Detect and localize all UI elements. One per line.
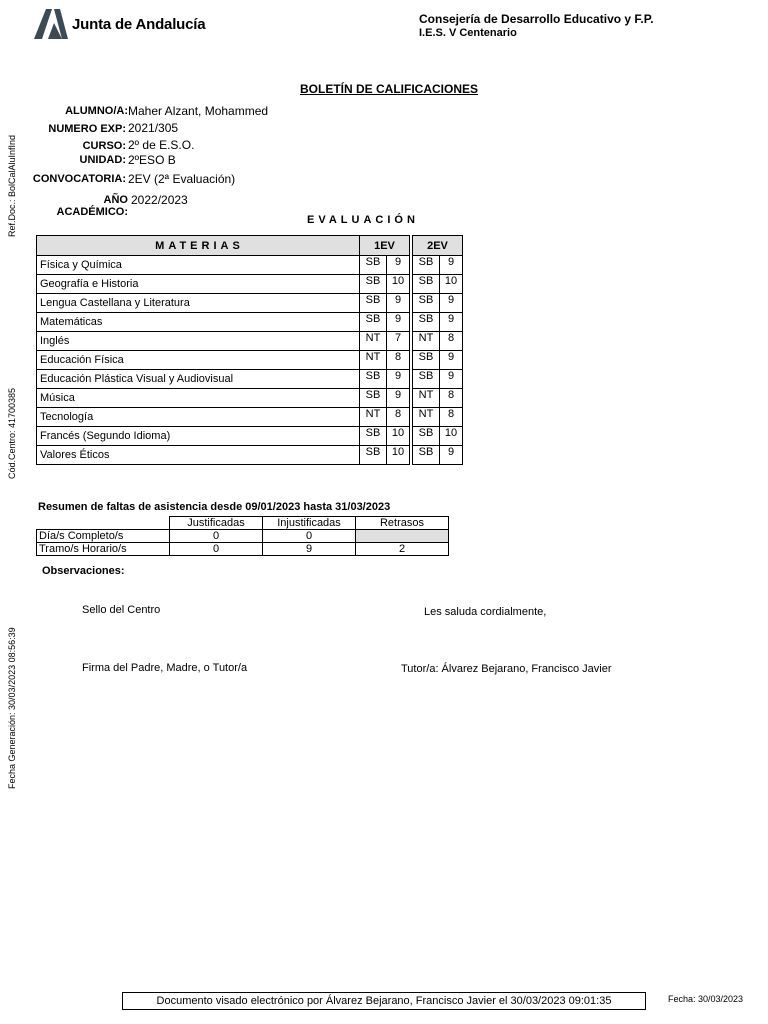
saludo: Les saluda cordialmente,: [424, 606, 547, 618]
ev2-grade: 8: [447, 389, 455, 401]
faltas-row-label: Día/s Completo/s: [37, 530, 170, 543]
ev2-grade: 10: [444, 427, 458, 439]
grade-row: [37, 294, 463, 313]
curso-label: CURSO:: [82, 140, 126, 152]
footer-fecha: Fecha: 30/03/2023: [668, 994, 744, 1004]
org-line-2: I.E.S. V Centenario: [419, 27, 517, 39]
ev1-grade: 9: [394, 256, 402, 268]
ev1-grade: 9: [394, 313, 402, 325]
side-fecha-generacion: Fecha Generación: 30/03/2023 08:56:39: [7, 627, 17, 789]
tutor-name: Tutor/a: Álvarez Bejarano, Francisco Javier: [401, 663, 612, 675]
materia-name: Tecnología: [37, 408, 360, 427]
col-retrasos: Retrasos: [356, 517, 449, 530]
curso-value: 2º de E.S.O.: [128, 138, 195, 152]
sello-centro: Sello del Centro: [82, 604, 161, 616]
materias-header: MATERIAS: [37, 236, 360, 256]
ev2-qualification: NT: [413, 408, 440, 426]
grade-row: [37, 313, 463, 332]
ev2-grade: 10: [444, 275, 458, 287]
ev1-qualification: SB: [360, 294, 387, 312]
ev2-grade: 9: [447, 446, 455, 458]
ev2-grade: 9: [447, 370, 455, 382]
ev2-header: 2EV: [413, 236, 463, 256]
ev1-cell: [360, 313, 410, 332]
convocatoria-value: 2EV (2ª Evaluación): [128, 172, 236, 186]
grade-row: [37, 446, 463, 465]
ev2-grade: 9: [447, 351, 455, 363]
ev1-qualification: NT: [360, 408, 387, 426]
grades-header-row: [37, 236, 463, 256]
grades-table: [36, 235, 463, 465]
faltas-injust: 9: [263, 543, 356, 556]
junta-logo-icon: [34, 9, 68, 39]
ev1-cell: [360, 332, 410, 351]
ev2-qualification: SB: [413, 427, 440, 445]
ev2-grade: 9: [447, 294, 455, 306]
col-justificadas: Justificadas: [170, 517, 263, 530]
ev1-grade: 9: [394, 370, 402, 382]
ev1-cell: [360, 275, 410, 294]
materia-name: Lengua Castellana y Literatura: [37, 294, 360, 313]
anio-label: AÑO ACADÉMICO:: [56, 194, 128, 218]
ev1-cell: [360, 351, 410, 370]
ev2-cell: [413, 446, 463, 465]
grade-row: [37, 408, 463, 427]
ev2-cell: [413, 256, 463, 275]
ev1-qualification: SB: [360, 427, 387, 445]
ev2-grade: 9: [447, 256, 455, 268]
alumno-value: Maher Alzant, Mohammed: [128, 104, 269, 118]
materia-name: Educación Física: [37, 351, 360, 370]
faltas-retrasos: [356, 530, 449, 543]
alumno-label: ALUMNO/A:: [65, 105, 128, 117]
materia-name: Física y Química: [37, 256, 360, 275]
materia-name: Francés (Segundo Idioma): [37, 427, 360, 446]
ev2-qualification: SB: [413, 256, 440, 274]
col-injustificadas: Injustificadas: [263, 517, 356, 530]
ev2-cell: [413, 370, 463, 389]
faltas-table: [36, 516, 449, 556]
ev1-qualification: SB: [360, 275, 387, 293]
org-line-1: Consejería de Desarrollo Educativo y F.P.: [419, 12, 654, 26]
grade-row: [37, 370, 463, 389]
ev2-qualification: SB: [413, 446, 440, 464]
faltas-header-row: [37, 517, 449, 530]
faltas-corner: [37, 517, 170, 530]
logo-text: Junta de Andalucía: [72, 15, 206, 33]
ev2-qualification: SB: [413, 370, 440, 388]
ev2-grade: 8: [447, 332, 455, 344]
faltas-retrasos: 2: [356, 543, 449, 556]
ev1-qualification: NT: [360, 332, 387, 350]
materia-name: Valores Éticos: [37, 446, 360, 465]
faltas-just: 0: [170, 530, 263, 543]
ev1-cell: [360, 408, 410, 427]
ev1-qualification: SB: [360, 389, 387, 407]
unidad-value: 2ºESO B: [128, 153, 176, 167]
ev1-grade: 7: [394, 332, 402, 344]
ev2-cell: [413, 332, 463, 351]
grade-row: [37, 389, 463, 408]
ev1-grade: 8: [394, 408, 402, 420]
anio-value: 2022/2023: [131, 193, 188, 207]
faltas-row: [37, 530, 449, 543]
ev2-cell: [413, 294, 463, 313]
ev2-cell: [413, 408, 463, 427]
firma-padres: Firma del Padre, Madre, o Tutor/a: [82, 662, 248, 674]
ev1-cell: [360, 294, 410, 313]
ev1-cell: [360, 446, 410, 465]
ev2-cell: [413, 275, 463, 294]
ev2-qualification: SB: [413, 313, 440, 331]
grade-row: [37, 256, 463, 275]
ev1-cell: [360, 389, 410, 408]
materia-name: Música: [37, 389, 360, 408]
org-header: [419, 12, 654, 39]
ev1-grade: 10: [391, 275, 405, 287]
grade-row: [37, 275, 463, 294]
ev2-grade: 8: [447, 408, 455, 420]
ev2-qualification: SB: [413, 294, 440, 312]
ev2-qualification: NT: [413, 389, 440, 407]
junta-logo: [34, 8, 205, 40]
ev1-qualification: NT: [360, 351, 387, 369]
ev2-cell: [413, 351, 463, 370]
ev2-cell: [413, 427, 463, 446]
side-ref-doc: Ref.Doc.: BolCalAluInfInd: [7, 134, 17, 237]
ev1-grade: 10: [391, 446, 405, 458]
ev1-qualification: SB: [360, 256, 387, 274]
grade-row: [37, 427, 463, 446]
ev1-qualification: SB: [360, 446, 387, 464]
ev2-qualification: NT: [413, 332, 440, 350]
ev1-qualification: SB: [360, 313, 387, 331]
ev2-grade: 9: [447, 313, 455, 325]
ev1-header: 1EV: [360, 236, 410, 256]
side-cod-centro: Cód.Centro: 41700385: [7, 387, 17, 479]
ev1-grade: 10: [391, 427, 405, 439]
faltas-row: [37, 543, 449, 556]
ev1-grade: 9: [394, 294, 402, 306]
ev2-qualification: SB: [413, 351, 440, 369]
grade-row: [37, 332, 463, 351]
faltas-injust: 0: [263, 530, 356, 543]
materia-name: Educación Plástica Visual y Audiovisual: [37, 370, 360, 389]
convocatoria-label: CONVOCATORIA:: [32, 173, 126, 185]
materia-name: Inglés: [37, 332, 360, 351]
grade-row: [37, 351, 463, 370]
materia-name: Matemáticas: [37, 313, 360, 332]
ev2-cell: [413, 389, 463, 408]
observaciones-label: Observaciones:: [42, 565, 125, 577]
ev1-cell: [360, 256, 410, 275]
faltas-just: 0: [170, 543, 263, 556]
exp-label: NUMERO EXP:: [48, 123, 126, 135]
faltas-row-label: Tramo/s Horario/s: [37, 543, 170, 556]
document-title: BOLETÍN DE CALIFICACIONES: [299, 82, 478, 96]
ev1-cell: [360, 427, 410, 446]
faltas-title: Resumen de faltas de asistencia desde 09/01/2023 hasta 31/03/2023: [38, 501, 391, 513]
ev1-grade: 9: [394, 389, 402, 401]
footer-visado: Documento visado electrónico por Álvarez Bejarano, Francisco Javier el 30/03/2023 09:01:35: [122, 992, 646, 1010]
unidad-label: UNIDAD:: [79, 154, 126, 166]
materia-name: Geografía e Historia: [37, 275, 360, 294]
evaluacion-title: EVALUACIÓN: [307, 214, 419, 226]
exp-value: 2021/305: [128, 121, 179, 135]
ev1-cell: [360, 370, 410, 389]
ev1-qualification: SB: [360, 370, 387, 388]
ev2-qualification: SB: [413, 275, 440, 293]
ev1-grade: 8: [394, 351, 402, 363]
ev2-cell: [413, 313, 463, 332]
